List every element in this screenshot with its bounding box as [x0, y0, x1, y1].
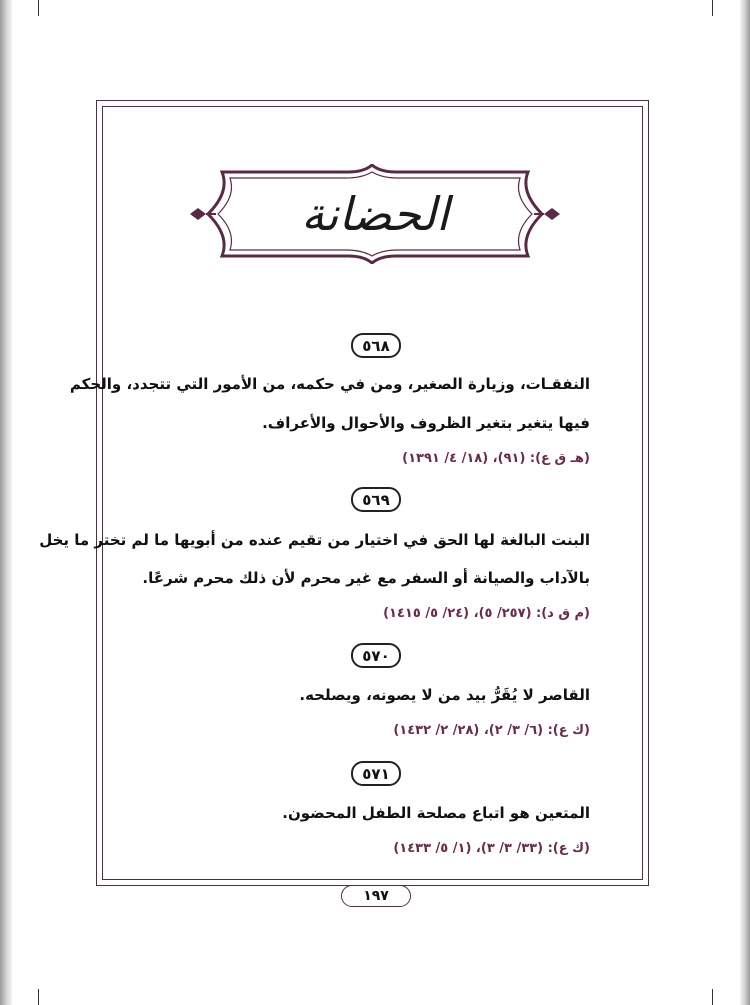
chapter-title: الحضانة	[301, 187, 449, 241]
entry-text-line: فيها يتغير بتغير الظروف والأحوال والأعراف.	[262, 414, 590, 432]
entry-text-line: القاصر لا يُقَرُّ بيد من لا يصونه، ويصلحه.	[299, 686, 590, 704]
entry-text-line: النفقـات، وزيارة الصغير، ومن في حكمه، من الأمور التي تتجدد، والحكم	[69, 375, 590, 393]
entry-text-line: البنت البالغة لها الحق في اختيار من تقيم عنده من أبويها ما لم تختر ما يخل	[39, 531, 590, 549]
scan-edge-left	[0, 0, 12, 1005]
page-number: ١٩٧	[341, 885, 411, 907]
entry-number: ٥٦٩	[351, 487, 401, 512]
entry-reference: (هـ ق ع): (٩١)، (١٨/ ٤/ ١٣٩١)	[402, 451, 590, 466]
entry-text-line: المتعين هو اتباع مصلحة الطفل المحضون.	[282, 804, 590, 822]
crop-mark	[712, 0, 713, 16]
entry-reference: (ك ع): (٦/ ٣/ ٢)، (٢٨/ ٢/ ١٤٣٢)	[393, 723, 590, 738]
entry-reference: (ك ع): (٣٣/ ٣/ ٣)، (١/ ٥/ ١٤٣٣)	[393, 841, 590, 856]
crop-mark	[712, 989, 713, 1005]
entry-number: ٥٧٠	[351, 643, 401, 668]
scan-edge-right	[740, 0, 750, 1005]
entry-number: ٥٧١	[351, 761, 401, 786]
entry-number: ٥٦٨	[351, 333, 401, 358]
crop-mark	[38, 989, 39, 1005]
entry-reference: (م ق د): (٢٥٧/ ٥)، (٢٤/ ٥/ ١٤١٥)	[383, 606, 590, 621]
entry-text-line: بالآداب والصيانة أو السفر مع غير محرم لأن ذلك محرم شرعًا.	[142, 569, 590, 587]
crop-mark	[38, 0, 39, 16]
